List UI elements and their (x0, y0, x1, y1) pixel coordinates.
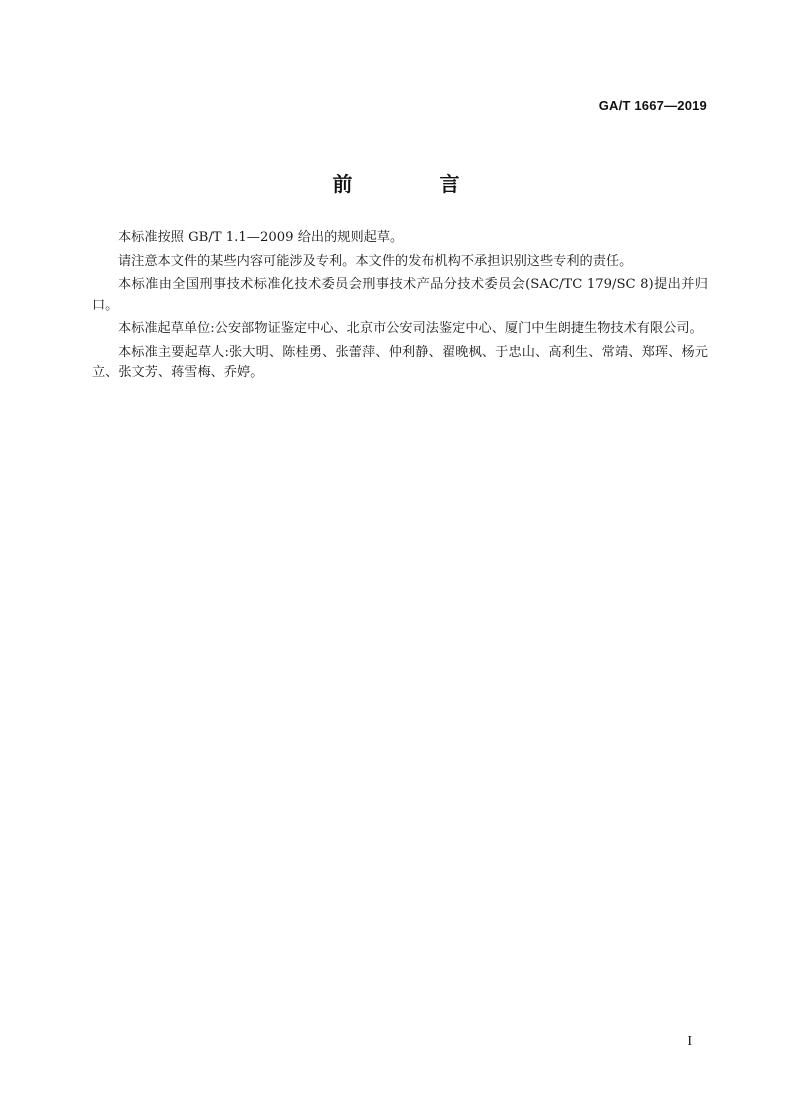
paragraph-drafting-units: 本标准起草单位:公安部物证鉴定中心、北京市公安司法鉴定中心、厦门中生朗捷生物技术有限公司。 (118, 321, 703, 336)
page-number: I (687, 1034, 692, 1049)
paragraph-proposer: 本标准由全国刑事技术标准化技术委员会刑事技术产品分技术委员会(SAC/TC 179/SC 8)提出并归口。 (92, 277, 708, 313)
document-code: GA/T 1667—2019 (598, 98, 707, 113)
paragraph-drafting-rules: 本标准按照 GB/T 1.1—2009 给出的规则起草。 (118, 230, 404, 245)
paragraph-drafters: 本标准主要起草人:张大明、陈桂勇、张蕾萍、仲利静、翟晚枫、于忠山、高利生、常靖、郑珲、杨元立、张文芳、蒋雪梅、乔婷。 (92, 344, 708, 380)
document-body (92, 228, 708, 387)
paragraph-patent-notice: 请注意本文件的某些内容可能涉及专利。本文件的发布机构不承担识别这些专利的责任。 (118, 253, 633, 269)
page-title: 前 言 (332, 172, 500, 196)
